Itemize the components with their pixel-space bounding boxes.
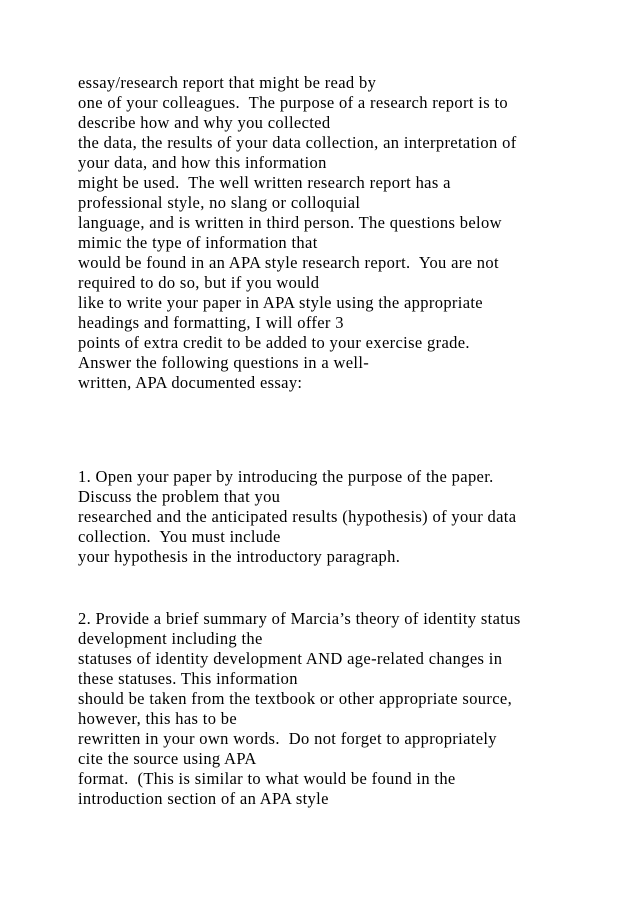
- text-line: these statuses. This information: [78, 669, 298, 688]
- text-line: 1. Open your paper by introducing the purpose of the paper.: [78, 467, 494, 486]
- text-line: rewritten in your own words. Do not forget to appropriately: [78, 729, 497, 748]
- text-line: development including the: [78, 629, 263, 648]
- text-line: like to write your paper in APA style using the appropriate: [78, 293, 483, 312]
- question-2: [78, 609, 618, 809]
- text-line: mimic the type of information that: [78, 233, 318, 252]
- text-line: written, APA documented essay:: [78, 373, 303, 392]
- text-line: however, this has to be: [78, 709, 238, 728]
- question-1: [78, 467, 618, 567]
- text-line: 2. Provide a brief summary of Marcia’s theory of identity status: [78, 609, 521, 628]
- text-line: statuses of identity development AND age-related changes in: [78, 649, 503, 668]
- text-line: should be taken from the textbook or other appropriate source,: [78, 689, 513, 708]
- text-line: professional style, no slang or colloquial: [78, 193, 361, 212]
- text-line: would be found in an APA style research report. You are not: [78, 253, 499, 272]
- text-line: describe how and why you collected: [78, 113, 331, 132]
- text-line: format. (This is similar to what would be found in the: [78, 769, 456, 788]
- text-line: cite the source using APA: [78, 749, 257, 768]
- text-line: your data, and how this information: [78, 153, 327, 172]
- text-line: collection. You must include: [78, 527, 281, 546]
- text-line: Discuss the problem that you: [78, 487, 281, 506]
- text-line: points of extra credit to be added to your exercise grade.: [78, 333, 470, 352]
- text-line: introduction section of an APA style: [78, 789, 329, 808]
- text-line: might be used. The well written research report has a: [78, 173, 451, 192]
- text-line: required to do so, but if you would: [78, 273, 320, 292]
- text-line: the data, the results of your data collection, an interpretation of: [78, 133, 517, 152]
- text-line: language, and is written in third person. The questions below: [78, 213, 502, 232]
- text-line: Answer the following questions in a well-: [78, 353, 370, 372]
- text-line: essay/research report that might be read by: [78, 73, 377, 92]
- text-line: your hypothesis in the introductory paragraph.: [78, 547, 401, 566]
- paragraph-intro: [78, 73, 618, 393]
- text-line: headings and formatting, I will offer 3: [78, 313, 344, 332]
- text-line: researched and the anticipated results (hypothesis) of your data: [78, 507, 517, 526]
- text-line: one of your colleagues. The purpose of a research report is to: [78, 93, 508, 112]
